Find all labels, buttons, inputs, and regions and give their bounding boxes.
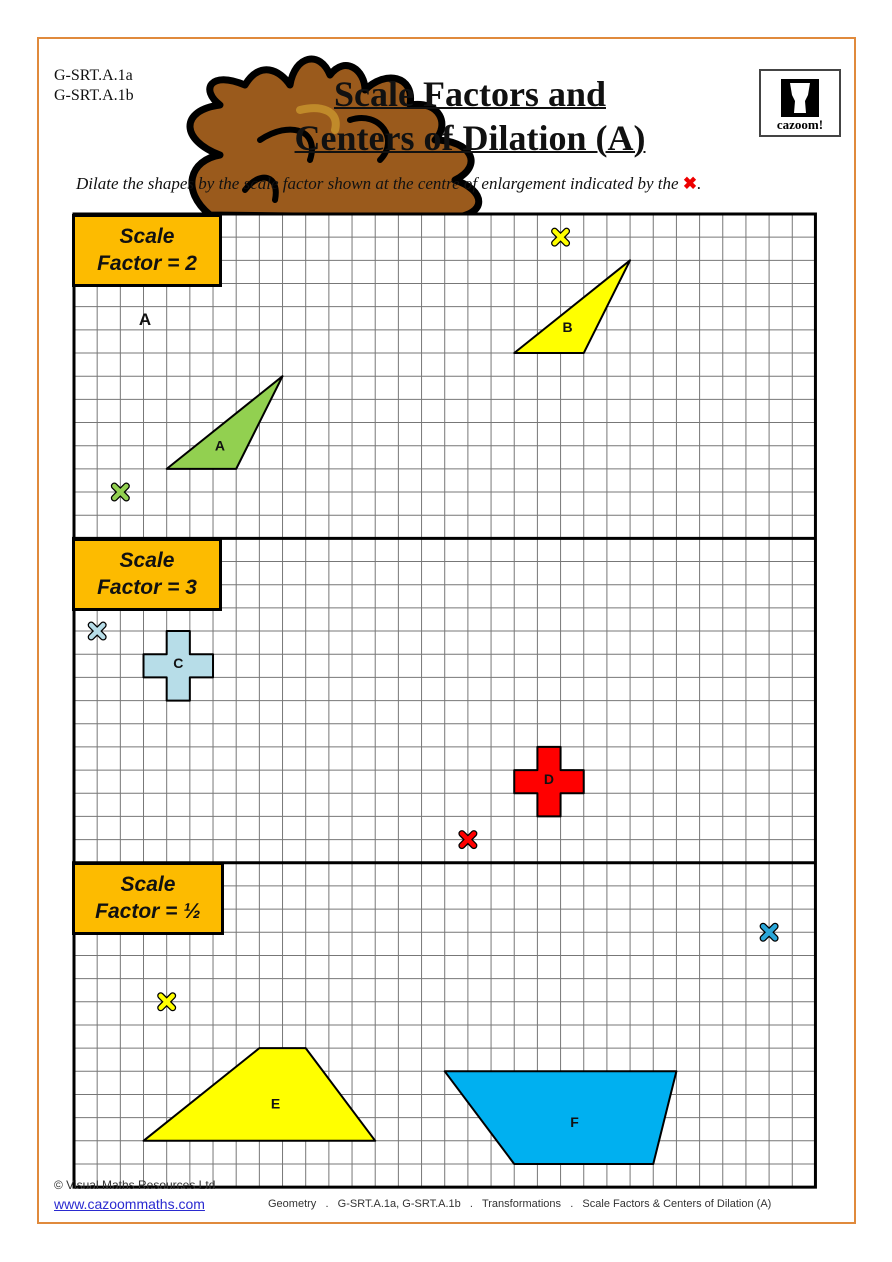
label-line: Factor = 2 xyxy=(97,252,197,275)
scale-factor-label-1 xyxy=(72,214,222,287)
label-line: Scale xyxy=(119,225,175,248)
standard-code: G-SRT.A.1b xyxy=(54,87,134,104)
label-line: Scale xyxy=(120,873,176,896)
shape-label: F xyxy=(570,1113,579,1130)
label-line: Scale xyxy=(119,549,175,572)
shape-label: B xyxy=(562,319,573,336)
shape-label: D xyxy=(543,770,555,787)
scale-factor-label-3 xyxy=(72,862,224,935)
instructions-end: . xyxy=(697,174,702,193)
stray-label: A xyxy=(138,310,152,330)
scale-factor-label-2 xyxy=(72,538,222,611)
copyright: © Visual Maths Resources Ltd xyxy=(54,1178,216,1192)
title-line-1: Scale Factors and xyxy=(334,74,606,114)
label-line: Factor = ½ xyxy=(95,900,201,923)
shape-label: A xyxy=(214,437,226,454)
standard-code: G-SRT.A.1a xyxy=(54,67,133,84)
footer-breadcrumb: Geometry . G-SRT.A.1a, G-SRT.A.1b . Transformations . Scale Factors & Centers of Dilation (A) xyxy=(268,1198,772,1210)
shape-label: C xyxy=(173,655,184,672)
title-line-2: Centers of Dilation (A) xyxy=(294,118,646,158)
website-link[interactable]: www.cazoommaths.com xyxy=(54,1196,205,1212)
label-line: Factor = 3 xyxy=(97,576,197,599)
instructions-text: Dilate the shapes by the scale factor shown at the centre of enlargement indicated by the xyxy=(76,174,679,193)
logo-text: cazoom! xyxy=(776,117,824,132)
cross-marker-icon: ✖ xyxy=(682,174,698,193)
shape-label: E xyxy=(270,1095,281,1112)
